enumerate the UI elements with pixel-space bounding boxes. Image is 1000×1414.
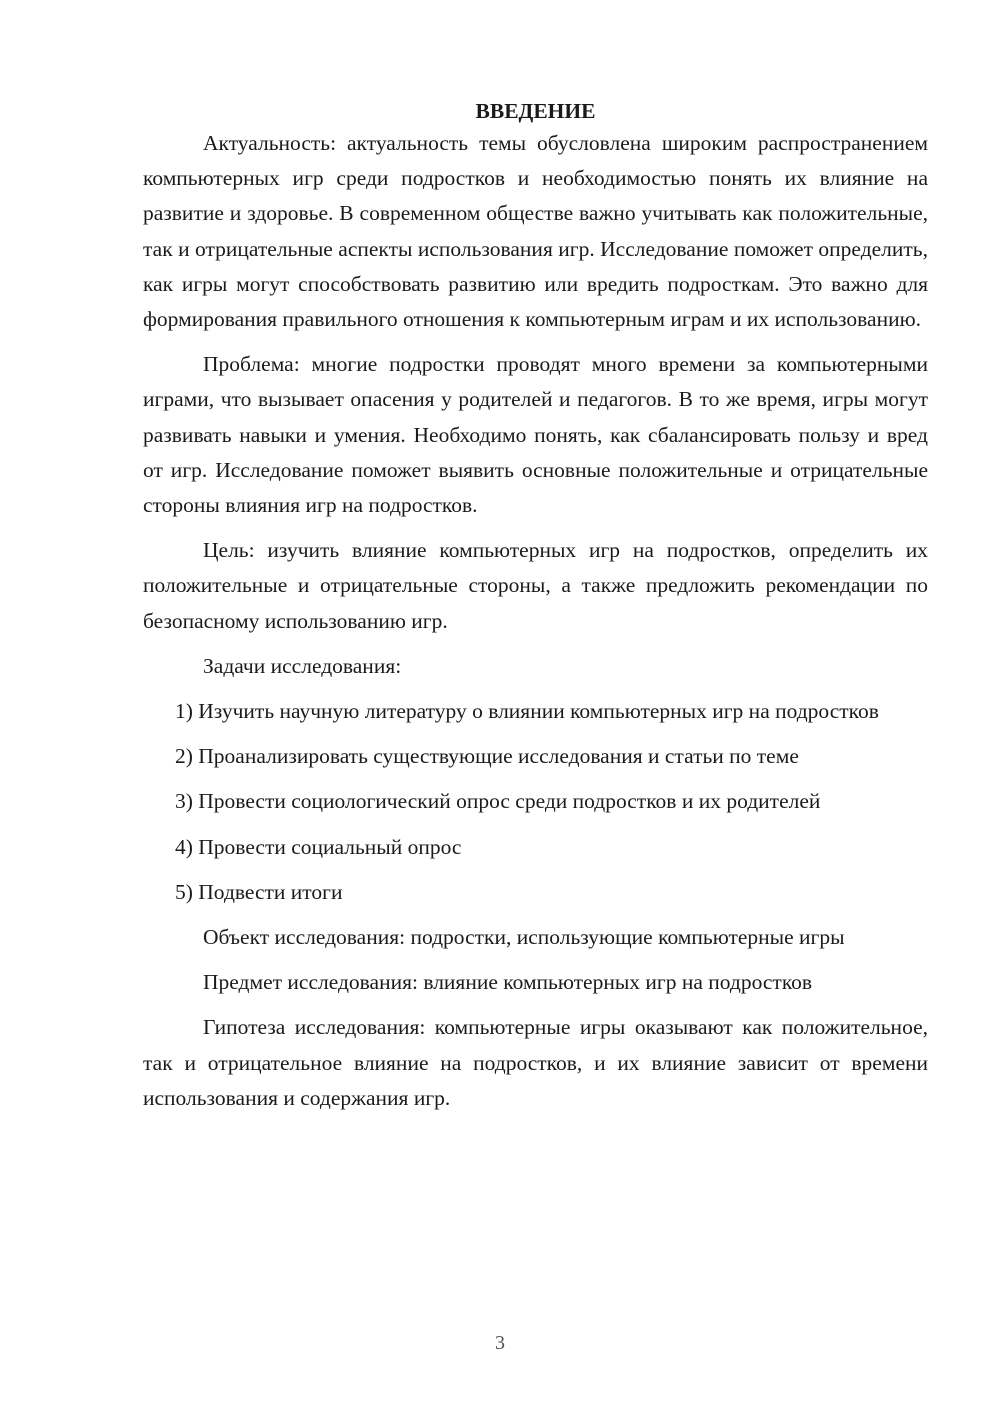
task-item-4: 4) Провести социальный опрос [175,834,462,859]
page-title: ВВЕДЕНИЕ [475,99,596,123]
paragraph-hypothesis: Гипотеза исследования: компьютерные игры оказывают как положительное, так и отрицательное влияние на подростков, и их влияние зависит от времени использования и содержания игр. [143,1015,928,1110]
paragraph-subject: Предмет исследования: влияние компьютерных игр на подростков [203,970,813,995]
paragraph-problem: Проблема: многие подростки проводят много времени за компьютерными играми, что вызывает опасения у родителей и педагогов. В то же время, игры могут развивать навыки и умения. Необходимо понять, как сбалансировать пользу и вред от игр. Исследование поможет выявить основные положительные и отрицательные стороны влияния игр на подростков. [143,352,928,518]
document-page [143,96,928,1116]
page-number: 3 [495,1332,505,1354]
tasks-heading: Задачи исследования: [203,653,402,678]
tasks-list [143,694,928,910]
task-item-5: 5) Подвести итоги [175,879,343,904]
task-item-3: 3) Провести социологический опрос среди подростков и их родителей [175,789,821,814]
task-item-2: 2) Проанализировать существующие исследования и статьи по теме [175,744,799,769]
paragraph-relevance: Актуальность: актуальность темы обусловлена широким распространением компьютерных игр среди подростков и необходимостью понять их влияние на развитие и здоровье. В современном обществе важно учитывать как положительные, так и отрицательные аспекты использования игр. Исследование поможет определить, как игры могут способствовать развитию или вредить подросткам. Это важно для формирования правильного отношения к компьютерным играм и их использованию. [143,131,928,332]
paragraph-object: Объект исследования: подростки, использующие компьютерные игры [203,925,845,950]
paragraph-goal: Цель: изучить влияние компьютерных игр на подростков, определить их положительные и отрицательные стороны, а также предложить рекомендации по безопасному использованию игр. [143,538,928,633]
task-item-1: 1) Изучить научную литературу о влиянии компьютерных игр на подростков [175,699,879,724]
